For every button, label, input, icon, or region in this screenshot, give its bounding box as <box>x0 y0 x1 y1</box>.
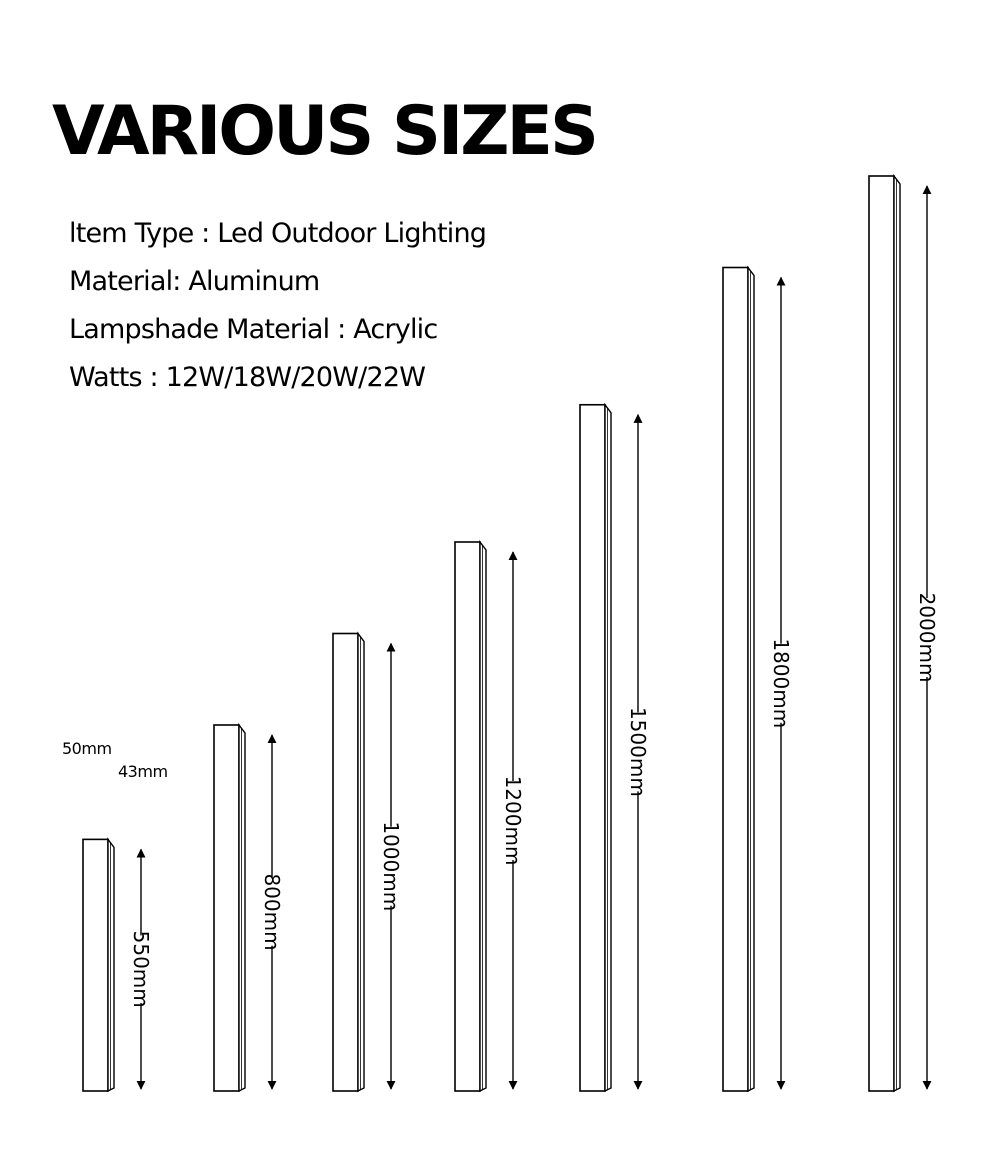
spec-watts: Watts : 12W/18W/20W/22W <box>69 362 426 393</box>
lamp-2000mm <box>869 176 939 1091</box>
lamp-bar-side <box>108 839 114 1091</box>
lamp-550mm <box>83 839 153 1091</box>
lamp-bar-side <box>605 405 611 1091</box>
lamp-1500mm <box>580 405 650 1091</box>
lamp-bar-side <box>894 176 900 1091</box>
spec-item-type: ltem Type : Led Outdoor Lighting <box>69 218 487 249</box>
lamp-length-label: 1500mm <box>626 706 650 797</box>
lamp-bar-front <box>869 176 894 1091</box>
lamp-bar-side <box>358 634 364 1092</box>
cross-section-depth-label: 43mm <box>118 762 168 781</box>
lamp-bar-front <box>83 839 108 1091</box>
spec-lampshade-material: Lampshade Material : Acrylic <box>69 314 438 345</box>
lamp-length-label: 1800mm <box>769 638 793 729</box>
lamp-length-label: 1200mm <box>501 775 525 866</box>
lamp-bar-front <box>723 268 748 1092</box>
lamp-length-label: 2000mm <box>915 592 939 683</box>
spec-material: Material: Aluminum <box>69 266 320 297</box>
lamp-length-label: 550mm <box>129 930 153 1008</box>
lamp-bar-front <box>333 634 358 1092</box>
lamp-bar-side <box>239 725 245 1091</box>
page-title: VARIOUS SIZES <box>52 92 596 171</box>
lamp-800mm <box>214 725 284 1091</box>
lamp-1200mm <box>455 542 525 1091</box>
lamp-length-label: 1000mm <box>379 821 403 912</box>
lamp-bar-front <box>580 405 605 1091</box>
cross-section-width-label: 50mm <box>62 739 112 758</box>
lamp-bar-side <box>480 542 486 1091</box>
lamp-bar-front <box>455 542 480 1091</box>
lamps-group <box>83 176 939 1091</box>
lamp-bar-side <box>748 268 754 1092</box>
lamp-1800mm <box>723 268 793 1092</box>
lamp-length-label: 800mm <box>260 873 284 951</box>
lamp-bar-front <box>214 725 239 1091</box>
lamp-1000mm <box>333 634 403 1092</box>
